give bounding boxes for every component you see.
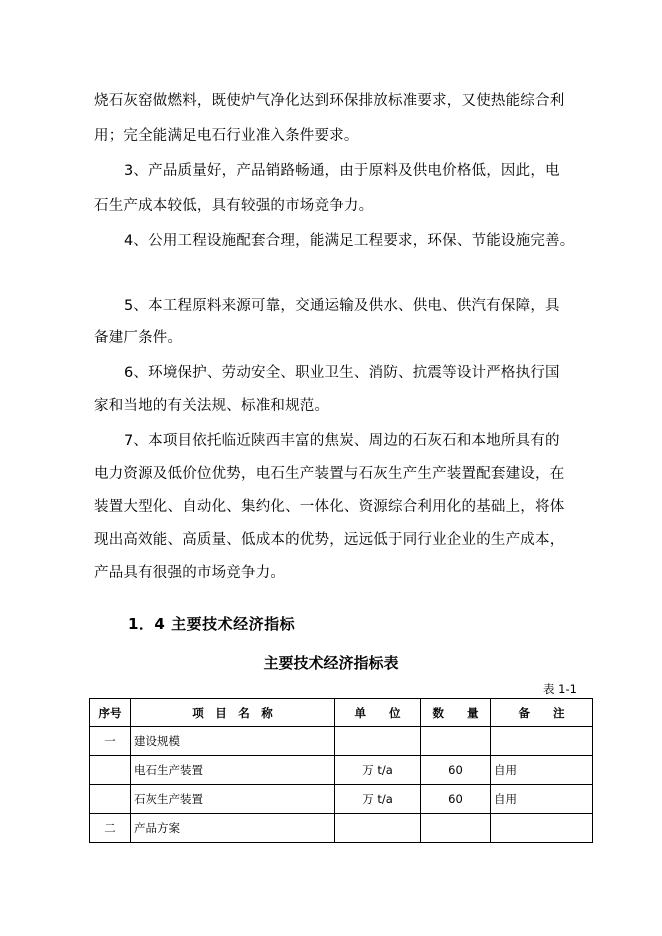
cell-remarks: 自用 (491, 785, 593, 814)
table-header-row (90, 699, 593, 727)
cell-item-name: 电石生产装置 (131, 756, 335, 785)
cell-remarks: 自用 (491, 756, 593, 785)
header-index: 序号 (90, 699, 131, 727)
cell-remarks (491, 727, 593, 756)
paragraph-line: 电力资源及低价位优势，电石生产装置与石灰生产生产装置配套建设，在 (94, 466, 565, 482)
table-title: 主要技术经济指标表 (263, 654, 399, 672)
cell-index: 二 (90, 814, 131, 843)
header-remarks: 备 注 (491, 699, 593, 727)
table-number: 表 1-1 (543, 682, 577, 696)
cell-item-name: 产品方案 (131, 814, 335, 843)
paragraph-line: 烧石灰窑做燃料，既使炉气净化达到环保排放标准要求，又使热能综合利 (94, 93, 565, 109)
table-row (90, 785, 593, 814)
cell-index: 一 (90, 727, 131, 756)
paragraph-line: 3、产品质量好，产品销路畅通，由于原料及供电价格低，因此，电 (124, 163, 560, 179)
section-heading: 1．4 主要技术经济指标 (128, 615, 296, 633)
cell-remarks (491, 814, 593, 843)
paragraph-line: 4、公用工程设施配套合理，能满足工程要求，环保、节能设施完善。 (124, 233, 575, 249)
paragraph-line: 现出高效能、高质量、低成本的优势，远远低于同行业企业的生产成本， (94, 532, 565, 548)
table-row (90, 814, 593, 843)
header-item-name: 项 目 名 称 (131, 699, 335, 727)
cell-unit: 万 t/a (335, 785, 421, 814)
cell-quantity (421, 814, 491, 843)
cell-unit: 万 t/a (335, 756, 421, 785)
cell-quantity: 60 (421, 785, 491, 814)
cell-index (90, 785, 131, 814)
paragraph-line: 用；完全能满足电石行业准入条件要求。 (94, 128, 359, 144)
paragraph-line: 石生产成本较低，具有较强的市场竞争力。 (94, 198, 374, 214)
indicator-table (89, 698, 593, 843)
cell-quantity (421, 727, 491, 756)
cell-item-name: 石灰生产装置 (131, 785, 335, 814)
cell-unit (335, 814, 421, 843)
paragraph-line: 备建厂条件。 (94, 330, 183, 346)
table-row (90, 756, 593, 785)
header-unit: 单 位 (335, 699, 421, 727)
cell-index (90, 756, 131, 785)
paragraph-line: 家和当地的有关法规、标准和规范。 (94, 398, 330, 414)
paragraph-line: 装置大型化、自动化、集约化、一体化、资源综合利用化的基础上，将体 (94, 499, 565, 515)
paragraph-line: 产品具有很强的市场竞争力。 (94, 565, 286, 581)
table-row (90, 727, 593, 756)
cell-unit (335, 727, 421, 756)
paragraph-line: 7、本项目依托临近陕西丰富的焦炭、周边的石灰石和本地所具有的 (124, 433, 560, 449)
cell-item-name: 建设规模 (131, 727, 335, 756)
cell-quantity: 60 (421, 756, 491, 785)
header-quantity: 数 量 (421, 699, 491, 727)
paragraph-line: 5、本工程原料来源可靠，交通运输及供水、供电、供汽有保障，具 (124, 298, 560, 314)
paragraph-line: 6、环境保护、劳动安全、职业卫生、消防、抗震等设计严格执行国 (124, 365, 560, 381)
